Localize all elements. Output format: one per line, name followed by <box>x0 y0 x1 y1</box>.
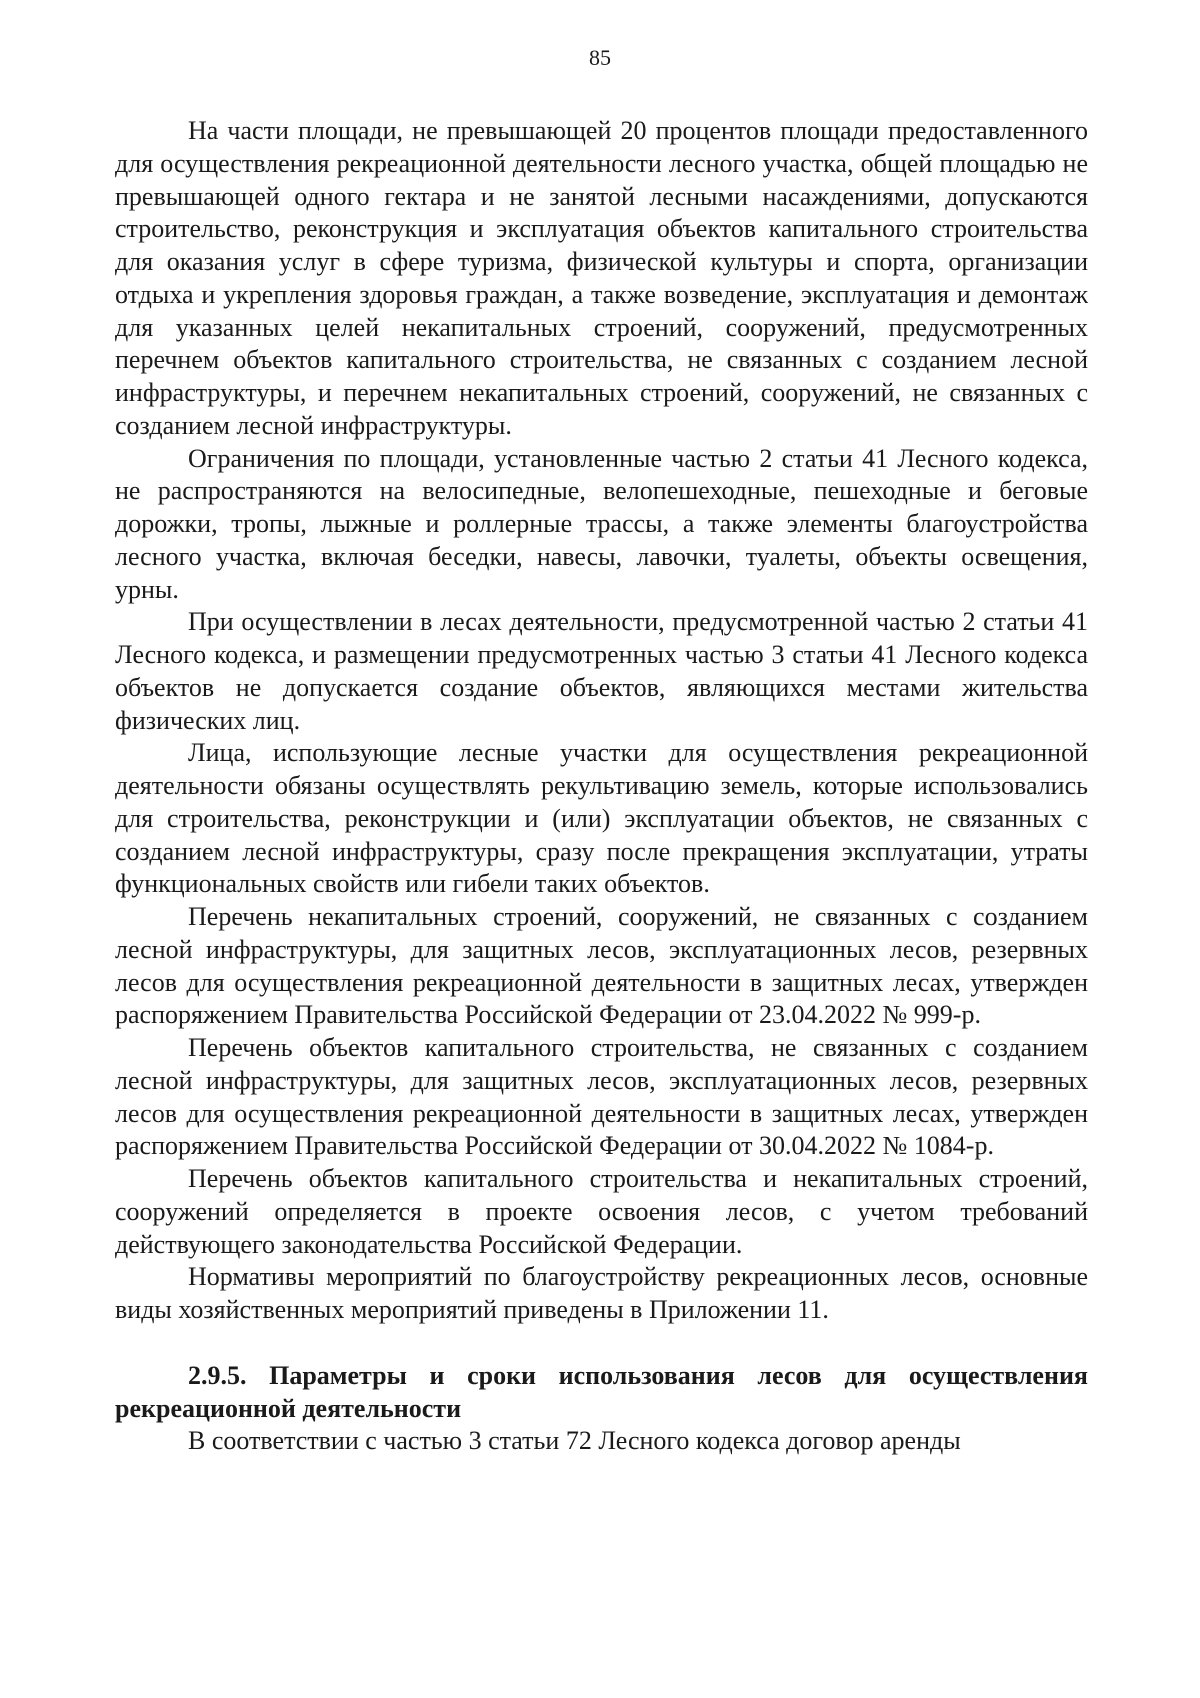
document-body <box>115 115 1088 1458</box>
paragraph-noncapital-list: Перечень некапитальных строений, сооружений, не связанных с созданием лесной инфраструктуры, для защитных лесов, эксплуатационных лесов, резервных лесов для осуществления рекреационной деятельности в защитных лесах, утвержден распоряжением Правительства Российской Федерации от 23.04.2022 № 999-р. <box>115 902 1088 1030</box>
paragraph-capital-list: Перечень объектов капитального строительства, не связанных с созданием лесной инфраструктуры, для защитных лесов, эксплуатационных лесов, резервных лесов для осуществления рекреационной деятельности в защитных лесах, утвержден распоряжением Правительства Российской Федерации от 30.04.2022 № 1084-р. <box>115 1033 1088 1161</box>
paragraph-recreation-construction: На части площади, не превышающей 20 процентов площади предоставленного для осуществления рекреационной деятельности лесного участка, общей площадью не превышающей одного гектара и не занятой лесными насаждениями, допускаются строительство, реконструкция и эксплуатация объектов капитального строительства для оказания услуг в сфере туризма, физической культуры и спорта, организации отдыха и укрепления здоровья граждан, а также возведение, эксплуатация и демонтаж для указанных целей некапитальных строений, сооружений, предусмотренных перечнем объектов капитального строительства, не связанных с созданием лесной инфраструктуры, и перечнем некапитальных строений, сооружений, не связанных с созданием лесной инфраструктуры. <box>115 116 1088 440</box>
page-number: 85 <box>589 45 611 70</box>
paragraph-area-restrictions: Ограничения по площади, установленные частью 2 статьи 41 Лесного кодекса, не распространяются на велосипедные, велопешеходные, пешеходные и беговые дорожки, тропы, лыжные и роллерные трассы, а также элементы благоустройства лесного участка, включая беседки, навесы, лавочки, туалеты, объекты освещения, урны. <box>115 443 1088 604</box>
section-heading: 2.9.5. Параметры и сроки использования лесов для осуществления рекреационной деятельности <box>115 1360 1088 1423</box>
paragraph-landscaping-norms: Нормативы мероприятий по благоустройству рекреационных лесов, основные виды хозяйственных мероприятий приведены в Приложении 11. <box>115 1262 1088 1324</box>
paragraph-land-reclamation: Лица, использующие лесные участки для осуществления рекреационной деятельности обязаны осуществлять рекультивацию земель, которые использовались для строительства, реконструкции и (или) эксплуатации объектов, не связанных с созданием лесной инфраструктуры, сразу после прекращения эксплуатации, утраты функциональных свойств или гибели таких объектов. <box>115 738 1088 899</box>
paragraph-lease-agreement: В соответствии с частью 3 статьи 72 Лесного кодекса договор аренды <box>188 1426 961 1456</box>
paragraph-development-project: Перечень объектов капитального строительства и некапитальных строений, сооружений определяется в проекте освоения лесов, с учетом требований действующего законодательства Российской Федерации. <box>115 1164 1088 1259</box>
paragraph-residence-prohibition: При осуществлении в лесах деятельности, предусмотренной частью 2 статьи 41 Лесного кодекса, и размещении предусмотренных частью 3 статьи 41 Лесного кодекса объектов не допускается создание объектов, являющихся местами жительства физических лиц. <box>115 607 1088 735</box>
